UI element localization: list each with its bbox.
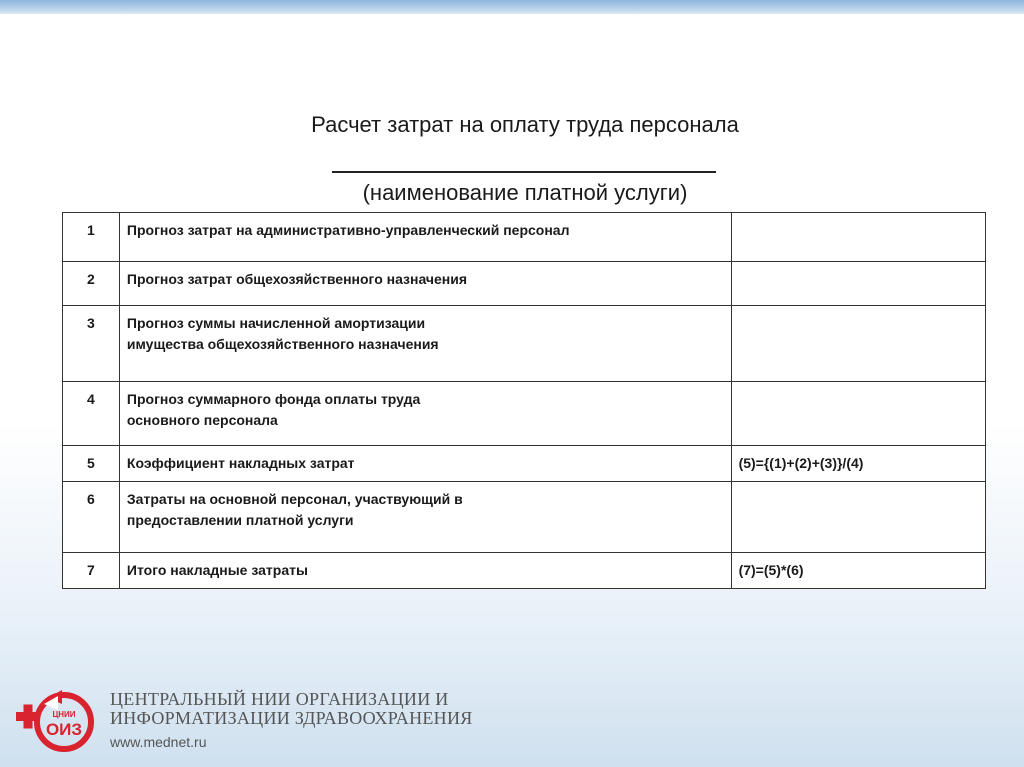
- row-number: 5: [87, 455, 95, 471]
- top-decorative-band: [0, 0, 1024, 14]
- row-formula: [739, 213, 985, 220]
- row-formula-cell: [731, 382, 985, 446]
- organization-name: [110, 690, 473, 728]
- table-row: [63, 306, 986, 382]
- row-number: 4: [87, 391, 95, 407]
- row-number-cell: [63, 446, 120, 482]
- row-formula-cell: [731, 306, 985, 382]
- row-name: Прогноз затрат на административно-управленческий персонал: [126, 222, 570, 238]
- row-name: Прогноз суммы начисленной амортизации имущества общехозяйственного назначения: [126, 315, 439, 352]
- row-number: 3: [87, 315, 95, 331]
- row-number: 7: [87, 562, 95, 578]
- row-name-cell: [119, 306, 731, 382]
- table-row: [63, 553, 986, 589]
- row-formula: (5)={(1)+(2)+(3)}/(4): [738, 455, 864, 471]
- table-row: [63, 213, 986, 262]
- organization-name-line-1: ЦЕНТРАЛЬНЫЙ НИИ ОРГАНИЗАЦИИ И: [110, 689, 449, 709]
- row-formula: [739, 382, 985, 389]
- row-name-cell: [119, 262, 731, 306]
- row-formula-cell: [731, 482, 985, 553]
- row-number-cell: [63, 262, 120, 306]
- row-number-cell: [63, 213, 120, 262]
- row-number: 1: [87, 222, 95, 238]
- row-name: Коэффициент накладных затрат: [126, 455, 355, 471]
- page-subtitle: (наименование платной услуги): [362, 180, 688, 205]
- row-name-cell: [119, 482, 731, 553]
- row-formula: (7)=(5)*(6): [738, 562, 804, 578]
- row-number: 6: [87, 491, 95, 507]
- service-name-blank-line: [332, 171, 716, 173]
- row-formula-cell: [731, 213, 985, 262]
- row-formula-cell: [731, 262, 985, 306]
- row-formula-cell: [731, 446, 985, 482]
- row-name: Прогноз суммарного фонда оплаты труда основного персонала: [126, 391, 421, 428]
- row-number: 2: [87, 271, 95, 287]
- logo-small-text: ЦНИИ: [52, 710, 76, 719]
- row-formula: [739, 262, 985, 269]
- row-name-cell: [119, 213, 731, 262]
- row-number-cell: [63, 482, 120, 553]
- row-name: Итого накладные затраты: [126, 562, 308, 578]
- organization-name-line-2: ИНФОРМАТИЗАЦИИ ЗДРАВООХРАНЕНИЯ: [110, 708, 473, 728]
- row-name-cell: [119, 553, 731, 589]
- row-name-cell: [119, 382, 731, 446]
- logo-main-text: ОИЗ: [45, 720, 83, 739]
- row-name: Прогноз затрат общехозяйственного назначения: [126, 271, 468, 287]
- cnii-oiz-logo-icon: [14, 684, 100, 754]
- costs-table: [62, 212, 986, 589]
- row-formula: [739, 482, 985, 489]
- page-title: Расчет затрат на оплату труда персонала: [311, 112, 739, 137]
- table-row: [63, 482, 986, 553]
- row-name: Затраты на основной персонал, участвующий в предоставлении платной услуги: [126, 491, 463, 528]
- row-number-cell: [63, 553, 120, 589]
- website-link[interactable]: www.mednet.ru: [110, 734, 207, 750]
- row-number-cell: [63, 306, 120, 382]
- row-formula: [739, 306, 985, 313]
- row-name-cell: [119, 446, 731, 482]
- table-row: [63, 446, 986, 482]
- table-row: [63, 382, 986, 446]
- row-formula-cell: [731, 553, 985, 589]
- row-number-cell: [63, 382, 120, 446]
- table-row: [63, 262, 986, 306]
